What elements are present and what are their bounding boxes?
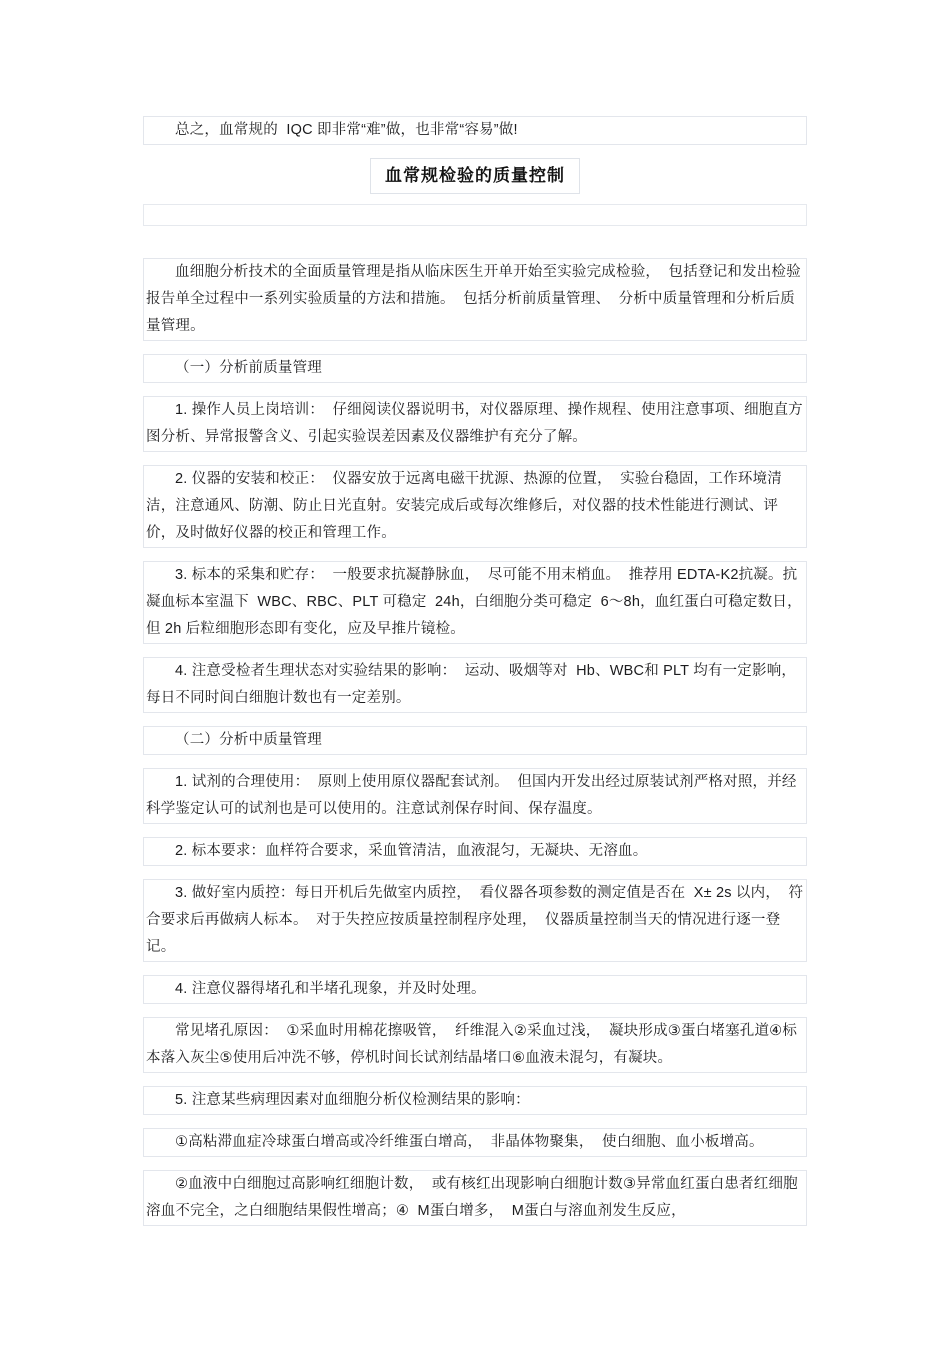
paragraph-pathology-factor-2: ②血液中白细胞过高影响红细胞计数， 或有核红出现影响白细胞计数③异常血红蛋白患者红细胞溶血不完全，之白细胞结果假性增高；④ M蛋白增多， M蛋白与溶血剂发生反应， [143,1170,807,1226]
paragraph-clog-causes: 常见堵孔原因： ①采血时用棉花擦吸管， 纤维混入②采血过浅， 凝块形成③蛋白堵塞孔道④标本落入灰尘⑤使用后冲洗不够，停机时间长试剂结晶堵口⑥血液未混匀，有凝块。 [143,1017,807,1073]
paragraph-mid-item-1: 1. 试剂的合理使用： 原则上使用原仪器配套试剂。 但国内开发出经过原装试剂严格对照，并经科学鉴定认可的试剂也是可以使用的。注意试剂保存时间、保存温度。 [143,768,807,824]
paragraph-mid-item-3: 3. 做好室内质控：每日开机后先做室内质控， 看仪器各项参数的测定值是否在 X± 2s 以内， 符合要求后再做病人标本。 对于失控应按质量控制程序处理， 仪器质量控制当天的情况进行逐一登记。 [143,879,807,962]
section-heading-pre-analysis: （一）分析前质量管理 [143,354,807,383]
paragraph-mid-item-2: 2. 标本要求：血样符合要求，采血管清洁，血液混匀，无凝块、无溶血。 [143,837,807,866]
paragraph-pre-item-4: 4. 注意受检者生理状态对实验结果的影响： 运动、吸烟等对 Hb、WBC和 PLT 均有一定影响，每日不同时间白细胞计数也有一定差别。 [143,657,807,713]
section-heading-mid-analysis: （二）分析中质量管理 [143,726,807,755]
document-title: 血常规检验的质量控制 [370,158,580,194]
intro-line: 总之，血常规的 IQC 即非常“难”做，也非常“容易”做! [143,116,807,145]
paragraph-pre-item-1: 1. 操作人员上岗培训： 仔细阅读仪器说明书，对仪器原理、操作规程、使用注意事项、细胞直方图分析、异常报警含义、引起实验误差因素及仪器维护有充分了解。 [143,396,807,452]
paragraph-mid-item-4: 4. 注意仪器得堵孔和半堵孔现象，并及时处理。 [143,975,807,1004]
paragraph-overview: 血细胞分析技术的全面质量管理是指从临床医生开单开始至实验完成检验， 包括登记和发出检验报告单全过程中一系列实验质量的方法和措施。 包括分析前质量管理、 分析中质量管理和分析后质量管理。 [143,258,807,341]
title-row [143,158,807,194]
empty-text-region [143,204,807,226]
paragraph-pathology-factor-1: ①高粘滞血症冷球蛋白增高或冷纤维蛋白增高， 非晶体物聚集， 使白细胞、血小板增高。 [143,1128,807,1157]
paragraph-pre-item-3: 3. 标本的采集和贮存： 一般要求抗凝静脉血， 尽可能不用末梢血。 推荐用 EDTA-K2抗凝。抗凝血标本室温下 WBC、RBC、PLT 可稳定 24h，白细胞分类可稳定 6～8h，血红蛋白可稳定数日，但 2h 后粒细胞形态即有变化，应及早推片镜检。 [143,561,807,644]
paragraph-pre-item-2: 2. 仪器的安装和校正： 仪器安放于远离电磁干扰源、热源的位置， 实验台稳固，工作环境清洁，注意通风、防潮、防止日光直射。安装完成后或每次维修后，对仪器的技术性能进行测试、评价，及时做好仪器的校正和管理工作。 [143,465,807,548]
paragraph-mid-item-5: 5. 注意某些病理因素对血细胞分析仪检测结果的影响： [143,1086,807,1115]
